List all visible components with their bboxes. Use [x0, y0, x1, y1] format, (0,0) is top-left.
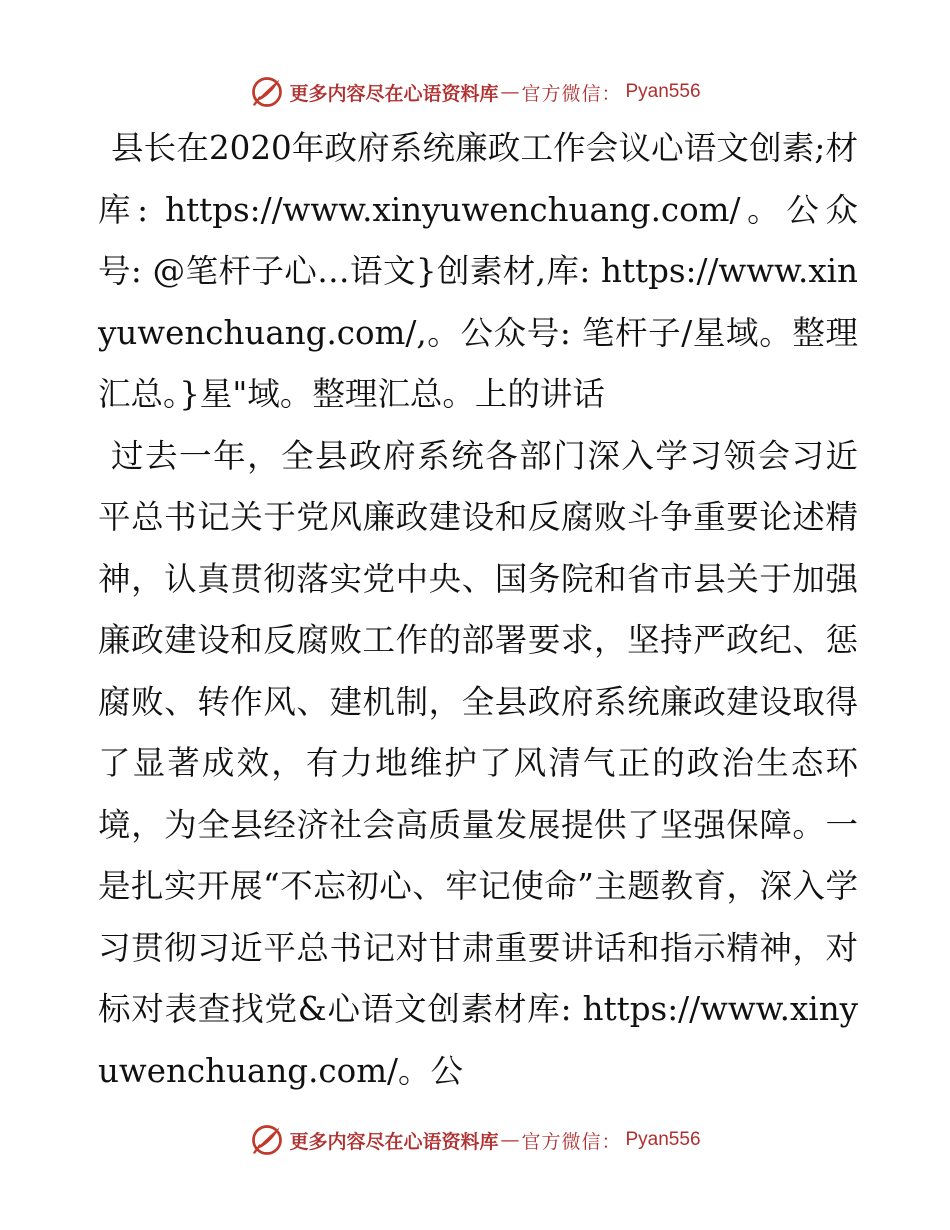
body-paragraph: 过去一年，全县政府系统各部门深入学习领会习近平总书记关于党风廉政建设和反腐败斗争重要论述精神，认真贯彻落实党中央、国务院和省市县关于加强廉政建设和反腐败工作的部署要求，坚持严政纪、惩腐败、转作风、建机制，全县政府系统廉政建设取得了显著成效，有力地维护了风清气正的政治生态环境，为全县经济社会高质量发展提供了坚强保障。一是扎实开展“不忘初心、牢记使命”主题教育，深入学习贯彻习近平总书记对甘肃重要讲话和指示精神，对标对表查找党&心语文创素材库: https://www.xinyuwenchuang.com/。公 [98, 436, 858, 1090]
footer-slogan: 更多内容尽在心语资料库 [289, 1130, 499, 1153]
header-banner [0, 72, 950, 112]
footer-banner [0, 1120, 950, 1160]
title-paragraph: 县长在2020年政府系统廉政工作会议心语文创素;材库: https://www.xinyuwenchuang.com/。公众号: @笔杆子心…语文}创素材,库: https://www.xinyuwenchuang.com/,。公众号: 笔杆子/星域。整理汇总。}星"域。整理汇总。上的讲话 [98, 129, 858, 413]
header-slogan: 更多内容尽在心语资料库 [289, 82, 499, 105]
document-body [98, 118, 858, 1102]
header-dash: — [500, 81, 520, 103]
footer-dash: — [500, 1129, 520, 1151]
quill-logo-icon [249, 74, 285, 110]
quill-logo-icon [249, 1122, 285, 1158]
header-wechat-id: Pyan556 [625, 81, 701, 102]
footer-wechat-label: 官方微信： [521, 1130, 622, 1153]
footer-wechat-id: Pyan556 [625, 1129, 701, 1150]
header-wechat-label: 官方微信： [521, 82, 622, 105]
